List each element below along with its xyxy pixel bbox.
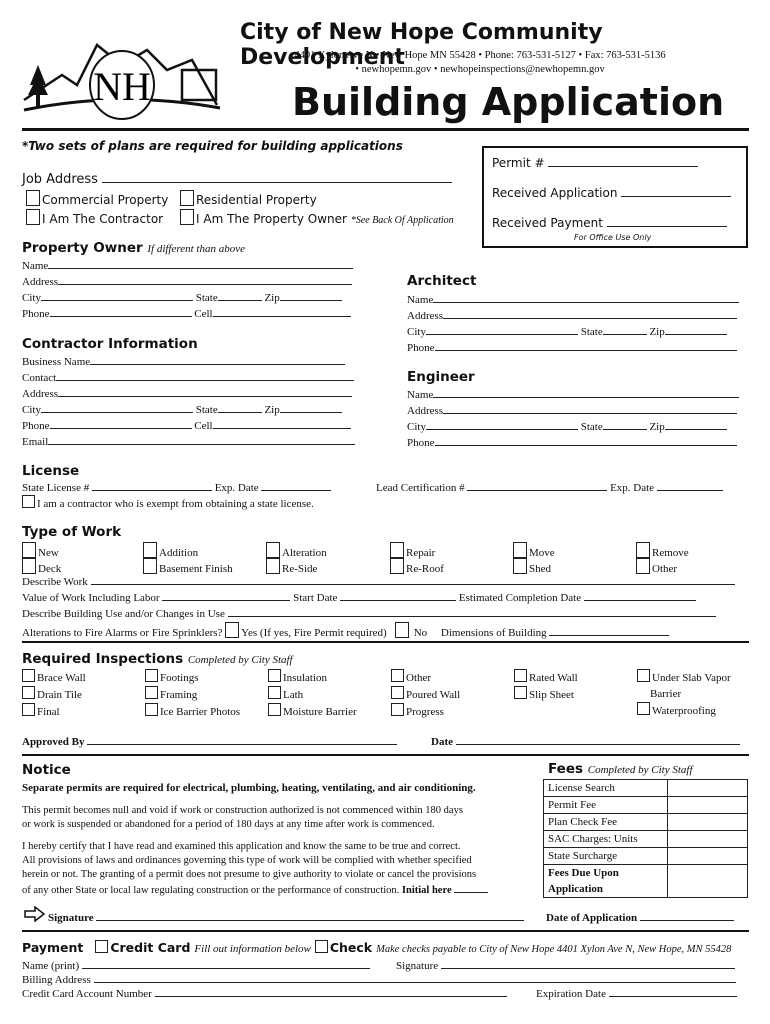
insp-progress-checkbox[interactable] xyxy=(391,703,404,716)
fee-due-value[interactable] xyxy=(668,865,748,898)
initial-label: Initial here xyxy=(401,885,452,896)
inspections-subtitle: Completed by City Staff xyxy=(187,654,293,666)
insp-waterproof-label: Waterproofing xyxy=(652,705,716,717)
fees-table xyxy=(543,779,748,898)
owner-note: *See Back Of Application xyxy=(350,215,454,226)
architect-state-field[interactable] xyxy=(603,324,647,335)
engineer-state-field[interactable] xyxy=(603,419,647,430)
work-other-checkbox[interactable] xyxy=(636,558,650,574)
insp-vapor-label: Under Slab Vapor xyxy=(652,672,731,684)
owner-address-field[interactable] xyxy=(58,274,352,285)
insp-poured-label: Poured Wall xyxy=(406,689,461,701)
engineer-city-field[interactable] xyxy=(426,419,578,430)
engineer-address-label: Address xyxy=(407,405,444,417)
approved-label: Approved By xyxy=(22,736,85,748)
contractor-city-field[interactable] xyxy=(41,402,193,413)
contractor-address-label: Address xyxy=(22,388,59,400)
engineer-state-label: State xyxy=(580,421,603,433)
business-field[interactable] xyxy=(90,354,345,365)
insp-vapor-label-2: Barrier xyxy=(650,688,682,700)
describe-work-field[interactable] xyxy=(91,574,735,585)
insp-brace-label: Brace Wall xyxy=(37,672,86,684)
permit-field[interactable] xyxy=(548,156,698,167)
notice-p1a: This permit becomes null and void if work or construction authorized is not commenced within 180 days xyxy=(22,805,463,816)
insp-insulation-checkbox[interactable] xyxy=(268,669,281,682)
contractor-cell-label: Cell xyxy=(194,420,213,432)
insp-other-label: Other xyxy=(406,672,432,684)
received-pay-label: Received Payment xyxy=(492,216,603,230)
contractor-label: I Am The Contractor xyxy=(42,212,164,226)
office-use-box xyxy=(482,146,748,248)
engineer-name-label: Name xyxy=(407,389,434,401)
address-line-2: • newhopemn.gov • newhopeinspections@newhopemn.gov xyxy=(355,64,605,75)
owner-label: I Am The Property Owner xyxy=(196,212,347,226)
fee-license-search: License Search xyxy=(544,780,668,797)
contractor-checkbox[interactable] xyxy=(26,209,40,225)
insp-moisture-checkbox[interactable] xyxy=(268,703,281,716)
insp-drain-label: Drain Tile xyxy=(37,689,82,701)
fee-value-4[interactable] xyxy=(668,831,748,848)
architect-title: Architect xyxy=(407,273,477,289)
fee-value-3[interactable] xyxy=(668,814,748,831)
credit-card-checkbox[interactable] xyxy=(95,940,108,953)
contractor-state-label: State xyxy=(195,404,218,416)
signature-label: Signature xyxy=(48,912,94,924)
address-line-1: 4401 Xylon Ave N • New Hope MN 55428 • Phone: 763-531-5127 • Fax: 763-531-5136 xyxy=(294,50,666,61)
city-title: City of New Hope Community Development xyxy=(240,20,603,70)
arrow-right-icon xyxy=(24,906,46,922)
insp-framing-label: Framing xyxy=(160,689,198,701)
engineer-zip-label: Zip xyxy=(649,421,665,433)
architect-name-field[interactable] xyxy=(433,292,739,303)
insp-rated-label: Rated Wall xyxy=(529,672,578,684)
approved-date-field[interactable] xyxy=(456,734,740,745)
exempt-label: I am a contractor who is exempt from obtaining a state license. xyxy=(37,498,314,510)
work-other-label: Other xyxy=(652,563,678,575)
received-pay-field[interactable] xyxy=(607,216,727,227)
insp-drain-checkbox[interactable] xyxy=(22,686,35,699)
engineer-name-field[interactable] xyxy=(433,387,739,398)
payment-title: Payment xyxy=(22,940,84,955)
alter-yes-label: Yes (If yes, Fire Permit required) xyxy=(241,627,387,639)
work-shed-label: Shed xyxy=(529,563,551,575)
architect-address-field[interactable] xyxy=(443,308,737,319)
engineer-zip-field[interactable] xyxy=(665,419,727,430)
insp-rated-checkbox[interactable] xyxy=(514,669,527,682)
permit-label: Permit # xyxy=(492,156,545,170)
license-exp-field[interactable] xyxy=(261,480,331,491)
work-alteration-label: Alteration xyxy=(282,547,327,559)
owner-name-label: Name xyxy=(22,260,49,272)
notice-p2b: All provisions of laws and ordinances governing this type of work will be complied with whether specified xyxy=(22,855,472,866)
work-deck-label: Deck xyxy=(38,563,62,575)
work-alteration-checkbox[interactable] xyxy=(266,542,280,558)
insp-other-checkbox[interactable] xyxy=(391,669,404,682)
start-date-label: Start Date xyxy=(293,592,338,604)
residential-checkbox[interactable] xyxy=(180,190,194,206)
owner-state-field[interactable] xyxy=(218,290,262,301)
value-label: Value of Work Including Labor xyxy=(22,592,160,604)
work-move-checkbox[interactable] xyxy=(513,542,527,558)
owner-checkbox[interactable] xyxy=(180,209,194,225)
engineer-phone-label: Phone xyxy=(407,437,435,449)
use-label: Describe Building Use and/or Changes in Use xyxy=(22,608,225,620)
fee-value-1[interactable] xyxy=(668,780,748,797)
work-reside-checkbox[interactable] xyxy=(266,558,280,574)
architect-address-label: Address xyxy=(407,310,444,322)
fee-plan-check: Plan Check Fee xyxy=(544,814,668,831)
exp-label: Expiration Date xyxy=(536,988,606,1000)
alter-no-label: No xyxy=(413,627,428,639)
work-move-label: Move xyxy=(529,547,555,559)
work-repair-label: Repair xyxy=(406,547,436,559)
engineer-title: Engineer xyxy=(407,369,475,385)
date-app-label: Date of Application xyxy=(546,912,638,924)
insp-framing-checkbox[interactable] xyxy=(145,686,158,699)
owner-phone-label: Phone xyxy=(22,308,50,320)
owner-cell-label: Cell xyxy=(194,308,213,320)
work-repair-checkbox[interactable] xyxy=(390,542,404,558)
lead-cert-field[interactable] xyxy=(467,480,607,491)
work-basement-checkbox[interactable] xyxy=(143,558,157,574)
dimensions-label: Dimensions of Building xyxy=(440,627,547,639)
dimensions-field[interactable] xyxy=(549,625,669,636)
lead-exp-label: Exp. Date xyxy=(610,482,655,494)
owner-state-label: State xyxy=(195,292,218,304)
work-reroof-checkbox[interactable] xyxy=(390,558,404,574)
insp-final-label: Final xyxy=(37,706,60,718)
work-deck-checkbox[interactable] xyxy=(22,558,36,574)
contractor-cell-field[interactable] xyxy=(213,418,351,429)
insp-lath-checkbox[interactable] xyxy=(268,686,281,699)
fee-due-1: Fees Due Upon xyxy=(544,865,668,882)
alter-question: Alterations to Fire Alarms or Fire Sprinklers? xyxy=(22,627,223,639)
fees-subtitle: Completed by City Staff xyxy=(587,764,693,776)
insp-lath-label: Lath xyxy=(283,689,304,701)
exempt-checkbox[interactable] xyxy=(22,495,35,508)
architect-zip-label: Zip xyxy=(649,326,665,338)
work-new-label: New xyxy=(38,547,59,559)
residential-label: Residential Property xyxy=(196,193,317,207)
initial-field[interactable] xyxy=(454,882,488,893)
billing-label: Billing Address xyxy=(22,974,91,986)
fee-value-2[interactable] xyxy=(668,797,748,814)
check-note: Make checks payable to City of New Hope 4401 Xylon Ave N, New Hope, MN 55428 xyxy=(376,944,732,955)
received-app-field[interactable] xyxy=(621,186,731,197)
pay-signature-label: Signature xyxy=(396,960,439,972)
insp-waterproof-checkbox[interactable] xyxy=(637,702,650,715)
office-caption: For Office Use Only xyxy=(574,233,652,242)
completion-field[interactable] xyxy=(584,590,696,601)
owner-zip-field[interactable] xyxy=(280,290,342,301)
check-label: Check xyxy=(329,940,373,955)
contractor-phone-field[interactable] xyxy=(50,418,192,429)
engineer-city-label: City xyxy=(407,421,426,433)
ccnum-label: Credit Card Account Number xyxy=(22,988,152,1000)
fee-state-surcharge: State Surcharge xyxy=(544,848,668,865)
insp-ice-label: Ice Barrier Photos xyxy=(160,706,241,718)
logo-letters: NH xyxy=(93,64,151,109)
contact-field[interactable] xyxy=(56,370,354,381)
pay-name-field[interactable] xyxy=(82,958,370,969)
use-field[interactable] xyxy=(228,606,716,617)
inspections-title: Required Inspections xyxy=(22,651,184,667)
check-checkbox[interactable] xyxy=(315,940,328,953)
engineer-address-field[interactable] xyxy=(443,403,737,414)
contact-label: Contact xyxy=(22,372,57,384)
work-reroof-label: Re-Roof xyxy=(406,563,444,575)
plans-note: *Two sets of plans are required for building applications xyxy=(22,139,403,153)
owner-section-subtitle: If different than above xyxy=(147,243,245,255)
insp-final-checkbox[interactable] xyxy=(22,703,35,716)
engineer-phone-field[interactable] xyxy=(435,435,737,446)
insp-ice-checkbox[interactable] xyxy=(145,703,158,716)
alter-yes-checkbox[interactable] xyxy=(225,622,239,638)
work-reside-label: Re-Side xyxy=(282,563,318,575)
contractor-email-field[interactable] xyxy=(48,434,355,445)
credit-card-label: Credit Card xyxy=(110,940,191,955)
fees-title: Fees xyxy=(548,761,584,777)
insp-slip-checkbox[interactable] xyxy=(514,686,527,699)
completion-label: Estimated Completion Date xyxy=(458,592,582,604)
owner-zip-label: Zip xyxy=(264,292,280,304)
insp-poured-checkbox[interactable] xyxy=(391,686,404,699)
architect-city-field[interactable] xyxy=(426,324,578,335)
architect-state-label: State xyxy=(580,326,603,338)
form-title: Building Application xyxy=(292,80,725,124)
fee-due-2: Application xyxy=(544,881,668,898)
signature-field[interactable] xyxy=(96,910,524,921)
notice-title: Notice xyxy=(22,762,71,778)
approved-date-label: Date xyxy=(431,736,453,748)
owner-phone-field[interactable] xyxy=(50,306,192,317)
exp-field[interactable] xyxy=(609,986,737,997)
notice-p2a: I hereby certify that I have read and examined this application and know the same to be true and correct. xyxy=(22,841,461,852)
contractor-section-title: Contractor Information xyxy=(22,336,198,352)
contractor-city-label: City xyxy=(22,404,41,416)
notice-p2c: herein or not. The granting of a permit does not presume to give authority to violate or cancel the provisions xyxy=(22,869,477,880)
insp-slip-label: Slip Sheet xyxy=(529,689,574,701)
license-title: License xyxy=(22,463,80,479)
alter-no-checkbox[interactable] xyxy=(395,622,409,638)
owner-cell-field[interactable] xyxy=(213,306,351,317)
work-remove-label: Remove xyxy=(652,547,689,559)
architect-name-label: Name xyxy=(407,294,434,306)
work-new-checkbox[interactable] xyxy=(22,542,36,558)
insp-progress-label: Progress xyxy=(406,706,444,718)
value-field[interactable] xyxy=(162,590,290,601)
license-exp-label: Exp. Date xyxy=(214,482,259,494)
date-app-field[interactable] xyxy=(640,910,734,921)
start-date-field[interactable] xyxy=(340,590,456,601)
commercial-label: Commercial Property xyxy=(42,193,169,207)
contractor-phone-label: Phone xyxy=(22,420,50,432)
insp-moisture-label: Moisture Barrier xyxy=(283,706,357,718)
pay-signature-field[interactable] xyxy=(441,958,735,969)
approved-field[interactable] xyxy=(87,734,397,745)
notice-p1b: or work is suspended or abandoned for a period of 180 days at any time after work is commenced. xyxy=(22,819,435,830)
owner-section-title: Property Owner xyxy=(22,240,143,256)
state-license-field[interactable] xyxy=(92,480,212,491)
inspections-rule xyxy=(22,754,749,756)
billing-field[interactable] xyxy=(94,972,736,983)
fee-sac: SAC Charges: Units xyxy=(544,831,668,848)
work-rule xyxy=(22,641,749,643)
architect-city-label: City xyxy=(407,326,426,338)
owner-city-field[interactable] xyxy=(41,290,193,301)
insp-insulation-label: Insulation xyxy=(283,672,327,684)
owner-name-field[interactable] xyxy=(48,258,353,269)
work-title: Type of Work xyxy=(22,524,122,540)
pay-name-label: Name (print) xyxy=(22,960,80,972)
job-address-label: Job Address xyxy=(22,172,98,187)
insp-vapor-checkbox[interactable] xyxy=(637,669,650,682)
owner-city-label: City xyxy=(22,292,41,304)
payment-rule xyxy=(22,930,749,932)
state-license-label: State License # xyxy=(22,482,90,494)
architect-phone-field[interactable] xyxy=(435,340,737,351)
describe-work-label: Describe Work xyxy=(22,576,88,588)
owner-address-label: Address xyxy=(22,276,59,288)
job-address-field[interactable] xyxy=(102,172,452,183)
contractor-state-field[interactable] xyxy=(218,402,262,413)
ccnum-field[interactable] xyxy=(155,986,507,997)
insp-brace-checkbox[interactable] xyxy=(22,669,35,682)
business-label: Business Name xyxy=(22,356,91,368)
header-rule xyxy=(22,128,749,131)
fee-value-5[interactable] xyxy=(668,848,748,865)
city-logo xyxy=(22,30,222,125)
received-app-label: Received Application xyxy=(492,186,618,200)
insp-footings-label: Footings xyxy=(160,672,199,684)
contractor-zip-field[interactable] xyxy=(280,402,342,413)
work-shed-checkbox[interactable] xyxy=(513,558,527,574)
work-addition-label: Addition xyxy=(159,547,199,559)
contractor-zip-label: Zip xyxy=(264,404,280,416)
contractor-email-label: Email xyxy=(22,436,49,448)
credit-card-note: Fill out information below xyxy=(194,943,311,955)
commercial-checkbox[interactable] xyxy=(26,190,40,206)
notice-p2d: of any other State or local law regulating construction or the performance of construction. xyxy=(22,885,400,896)
architect-zip-field[interactable] xyxy=(665,324,727,335)
contractor-address-field[interactable] xyxy=(58,386,352,397)
insp-footings-checkbox[interactable] xyxy=(145,669,158,682)
lead-cert-label: Lead Certification # xyxy=(376,482,465,494)
fee-permit: Permit Fee xyxy=(544,797,668,814)
architect-phone-label: Phone xyxy=(407,342,435,354)
lead-exp-field[interactable] xyxy=(657,480,723,491)
work-basement-label: Basement Finish xyxy=(159,563,233,575)
notice-bold: Separate permits are required for electrical, plumbing, heating, ventilating, and air conditioning. xyxy=(22,782,476,794)
work-remove-checkbox[interactable] xyxy=(636,542,650,558)
work-addition-checkbox[interactable] xyxy=(143,542,157,558)
